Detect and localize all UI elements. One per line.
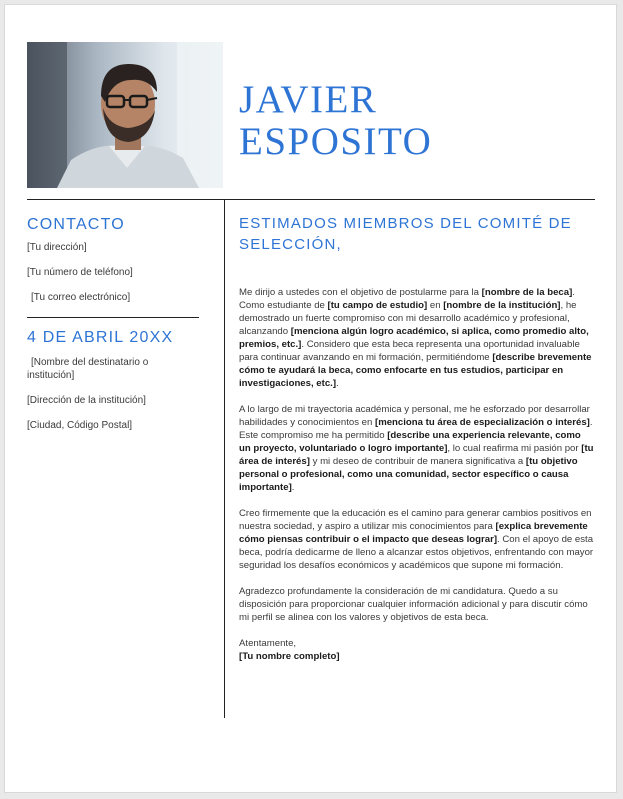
letter-page: [4, 4, 617, 793]
column-divider: [224, 199, 225, 718]
left-divider: [27, 317, 199, 318]
applicant-last-name: ESPOSITO: [239, 120, 433, 163]
placeholder: [explica brevemente cómo piensas contribuir o el impacto que deseas lograr]: [239, 521, 588, 545]
contact-phone: [Tu número de teléfono]: [27, 267, 133, 278]
contact-email: [Tu correo electrónico]: [31, 292, 131, 303]
contact-address: [Tu dirección]: [27, 242, 87, 253]
recipient-name: [Nombre del destinatario o institución]: [27, 357, 149, 381]
applicant-first-name: JAVIER: [239, 78, 378, 121]
contact-heading: CONTACTO: [27, 216, 125, 233]
institution-city: [Ciudad, Código Postal]: [27, 420, 133, 431]
placeholder: [menciona algún logro académico, si aplica, como promedio alto, premios, etc.]: [239, 326, 589, 350]
placeholder: [describe una experiencia relevante, como un proyecto, voluntariado o logro importante]: [239, 430, 581, 454]
applicant-name: [239, 79, 432, 163]
placeholder: [tu objetivo personal o profesional, como una comunidad, sector específico o causa importante]: [239, 456, 578, 493]
placeholder: [tu área de interés]: [239, 443, 594, 467]
placeholder: [nombre de la institución]: [443, 300, 561, 311]
paragraph-3: Creo firmemente que la educación es el camino para generar cambios positivos en nuestra sociedad, y aspiro a utilizar mis conocimientos para [explica brevemente cómo piensas contribuir o el impacto que deseas lograr]. Con el apoyo de esta beca, podría dedicarme de lleno a alcanzar estos objetivos, enfrentando con mayor seguridad los desafíos económicos y académicos que supone mi formación.: [239, 508, 594, 571]
paragraph-1: Me dirijo a ustedes con el objetivo de postularme para la [nombre de la beca]. Como estudiante de [tu campo de estudio] en [nombre de la institución], he demostrado un fuerte compromiso con mi desarrollo académico y profesional, alcanzando [menciona algún logro académico, si aplica, como promedio alto, premios, etc.]. Considero que esta beca representa una oportunidad invaluable para continuar avanzando en mi formación, permitiéndome [describe brevemente cómo te ayudará la beca, como enfocarte en tus estudios, participar en investigaciones, etc.].: [239, 287, 592, 389]
institution-address: [Dirección de la institución]: [27, 395, 146, 406]
placeholder: [nombre de la beca]: [481, 287, 573, 298]
letter-body: [239, 286, 595, 663]
placeholder: [menciona tu área de especialización o interés]: [375, 417, 590, 428]
paragraph-2: A lo largo de mi trayectoria académica y personal, me he esforzado por desarrollar habilidades y conocimientos en [menciona tu área de especialización o interés]. Este compromiso me ha permitido [describe una experiencia relevante, como un proyecto, voluntariado o logro importante], lo cual reafirma mi pasión por [tu área de interés] y mi deseo de contribuir de manera significativa a [tu objetivo personal o profesional, como una comunidad, sector específico o causa importante].: [239, 404, 594, 493]
signature: [Tu nombre completo]: [239, 651, 340, 662]
top-divider: [27, 199, 595, 200]
letter-date: 4 DE ABRIL 20XX: [27, 329, 174, 346]
salutation: ESTIMADOS MIEMBROS DEL COMITÉ DE SELECCIÓN,: [239, 215, 572, 253]
profile-photo: [27, 42, 223, 188]
paragraph-4: Agradezco profundamente la consideración de mi candidatura. Quedo a su disposición para proporcionar cualquier información adicional y para discutir cómo mi perfil se alinea con los valores y objetivos de esta beca.: [239, 586, 588, 623]
closing: Atentamente,: [239, 638, 297, 649]
placeholder: [tu campo de estudio]: [327, 300, 428, 311]
placeholder: [describe brevemente cómo te ayudará la beca, como enfocarte en tus estudios, participar en investigaciones, etc.]: [239, 352, 592, 389]
